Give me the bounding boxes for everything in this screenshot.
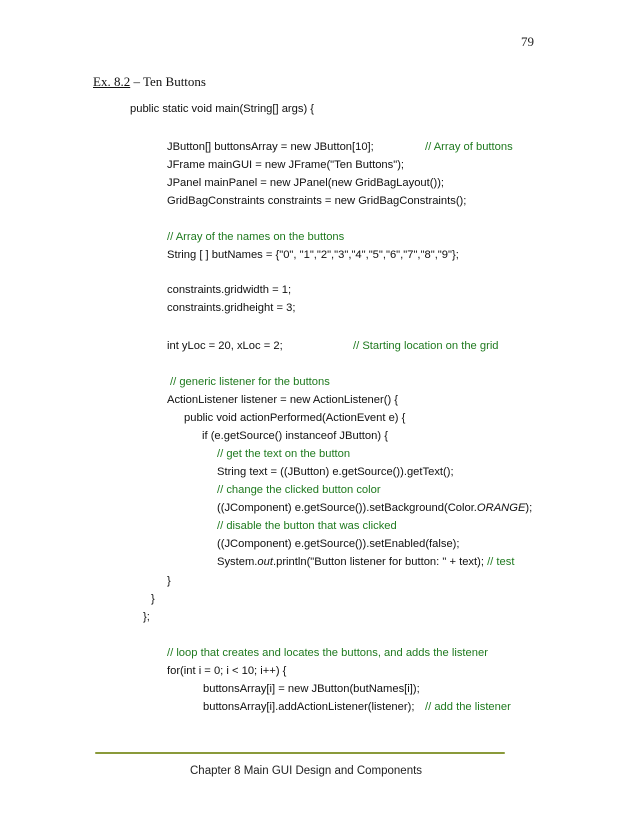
footer-divider [95, 752, 505, 754]
code-line-constraints: GridBagConstraints constraints = new GridBagConstraints(); [167, 195, 467, 207]
code-comment-buttons-array: // Array of buttons [425, 141, 513, 153]
code-line-location: int yLoc = 20, xLoc = 2; [167, 340, 283, 352]
code-close-brace: } [167, 575, 171, 587]
code-comment-test: // test [487, 556, 515, 568]
exercise-name: Ten Buttons [142, 74, 206, 89]
code-line-println [217, 555, 514, 569]
exercise-title [93, 74, 206, 90]
code-line-gridwidth: constraints.gridwidth = 1; [167, 284, 292, 296]
code-line-buttons-array: JButton[] buttonsArray = new JButton[10]; [167, 141, 374, 153]
exercise-label: Ex. 8.2 [93, 74, 131, 89]
code-fragment: System. [217, 556, 258, 568]
code-line-listener: ActionListener listener = new ActionListener() { [167, 394, 399, 406]
code-line-for-loop: for(int i = 0; i < 10; i++) { [167, 665, 287, 677]
code-line-main: public static void main(String[] args) { [130, 103, 315, 115]
code-line-jframe: JFrame mainGUI = new JFrame("Ten Buttons"); [167, 159, 405, 171]
page-footer: Chapter 8 Main GUI Design and Components [190, 765, 423, 777]
code-line-gridheight: constraints.gridheight = 3; [167, 302, 296, 314]
code-comment-location: // Starting location on the grid [353, 340, 499, 352]
page-number: 79 [521, 34, 534, 49]
code-fragment: ((JComponent) e.getSource()).setBackground(Color. [217, 502, 477, 514]
code-comment-get-text: // get the text on the button [217, 448, 351, 460]
code-line-new-jbutton: buttonsArray[i] = new JButton(butNames[i]); [203, 683, 420, 695]
code-line-action-performed: public void actionPerformed(ActionEvent e) { [184, 412, 406, 424]
code-line-butnames: String [ ] butNames = {"0", "1","2","3","4","5","6","7","8","9"}; [167, 249, 459, 261]
code-line-instanceof: if (e.getSource() instanceof JButton) { [202, 430, 388, 442]
code-fragment-orange: ORANGE [476, 502, 526, 514]
code-comment-listener: // generic listener for the buttons [170, 376, 330, 388]
code-fragment: .println("Button listener for button: " + text); [272, 556, 484, 568]
code-line-get-text: String text = ((JButton) e.getSource()).getText(); [217, 466, 454, 478]
code-comment-add-listener: // add the listener [425, 701, 511, 713]
code-comment-color: // change the clicked button color [217, 484, 381, 496]
code-comment-disable: // disable the button that was clicked [217, 520, 397, 532]
code-line-set-enabled: ((JComponent) e.getSource()).setEnabled(false); [217, 538, 460, 550]
code-comment-names: // Array of the names on the buttons [167, 231, 345, 243]
exercise-separator: – [130, 74, 143, 89]
code-fragment-out: out [257, 556, 273, 568]
code-close-brace: }; [143, 611, 150, 623]
code-fragment: ); [525, 502, 533, 514]
code-line-jpanel: JPanel mainPanel = new JPanel(new GridBagLayout()); [167, 177, 445, 189]
code-line-set-background [217, 501, 532, 515]
code-comment-loop: // loop that creates and locates the buttons, and adds the listener [167, 647, 488, 659]
code-line-add-listener: buttonsArray[i].addActionListener(listener); [203, 701, 415, 713]
code-close-brace: } [151, 593, 155, 605]
